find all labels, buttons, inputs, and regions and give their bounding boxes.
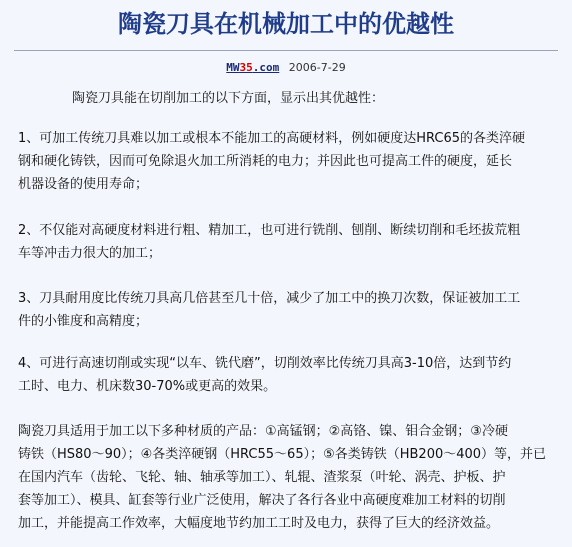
paragraph-line: 4、可进行高速切削或实现“以车、铣代磨”，切削效率比传统刀具高3-10倍，达到节约 <box>18 356 512 371</box>
paragraph-line: 加工，并能提高工作效率，大幅度地节约加工工时及电力，获得了巨大的经济效益。 <box>18 516 500 531</box>
paragraph-line: 件的小锥度和高精度； <box>18 314 149 329</box>
paragraph-3 <box>18 287 558 333</box>
paragraph-line: 机器设备的使用寿命； <box>18 177 149 192</box>
paragraph-line: 3、刀具耐用度比传统刀具高几倍甚至几十倍，减少了加工中的换刀次数，保证被加工工 <box>18 291 521 306</box>
paragraph-line: 1、可加工传统刀具难以加工或根本不能加工的高硬材料，例如硬度达HRC65的各类淬硬 <box>18 131 526 146</box>
paragraph-line: 在国内汽车（齿轮、飞轮、轴、轴承等加工）、轧辊、渣浆泵（叶轮、涡壳、护板、护 <box>18 470 506 485</box>
paragraph-line: 陶瓷刀具适用于加工以下多种材质的产品：①高锰钢；②高铬、镍、钼合金钢；③冷硬 <box>18 424 508 439</box>
paragraph-line: 钢和硬化铸铁，因而可免除退火加工所消耗的电力；并因此也可提高工件的硬度，延长 <box>18 154 513 169</box>
site-suffix: .com <box>252 61 280 74</box>
publish-date: 2006-7-29 <box>288 61 346 74</box>
paragraph-line: 工时、电力、机床数30-70%或更高的效果。 <box>18 379 277 394</box>
paragraph-5 <box>18 420 558 535</box>
intro-paragraph <box>18 87 558 110</box>
intro-line: 陶瓷刀具能在切削加工的以下方面，显示出其优越性： <box>72 91 385 106</box>
paragraph-line: 2、不仅能对高硬度材料进行粗、精加工，也可进行铣削、刨削、断续切削和毛坯拔荒粗 <box>18 223 521 238</box>
site-prefix: MW <box>226 61 240 74</box>
title-divider <box>14 50 558 51</box>
article-title: 陶瓷刀具在机械加工中的优越性 <box>118 9 454 38</box>
source-site-link[interactable] <box>226 61 279 74</box>
paragraph-4 <box>18 352 558 398</box>
paragraph-line: 铸铁（HS80～90）；④各类淬硬钢（HRC55～65）；⑤各类铸铁（HB200～400）等，并已 <box>18 447 547 462</box>
article-meta <box>0 61 572 75</box>
paragraph-line: 车等冲击力很大的加工； <box>18 246 162 261</box>
paragraph-2 <box>18 219 558 265</box>
site-highlight: 35 <box>239 61 253 74</box>
paragraph-1 <box>18 127 558 196</box>
paragraph-line: 套等加工）、模具、缸套等行业广泛使用，解决了各行各业中高硬度难加工材料的切削 <box>18 493 506 508</box>
